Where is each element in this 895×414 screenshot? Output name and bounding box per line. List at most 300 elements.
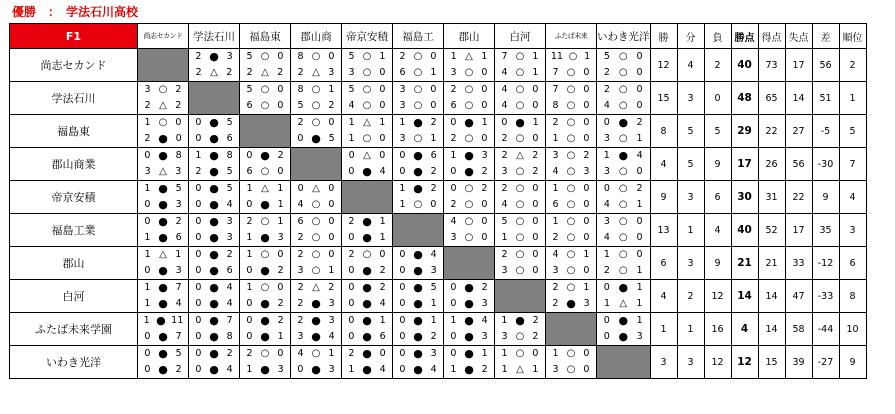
score-for: 1 [143,315,150,326]
score-for: 2 [348,249,355,260]
score-against: 0 [379,100,386,111]
match-cell [444,98,495,115]
team-name: 郡山 [10,247,138,280]
score-against: 4 [379,364,386,375]
match-result [240,148,290,164]
match-cell [291,131,342,148]
match-cell [597,98,651,115]
score-against: 1 [379,117,386,128]
score-against: 1 [328,84,335,95]
stat-value: 56 [812,49,839,82]
score-for: 2 [297,315,304,326]
result-mark: ● [311,363,321,376]
score-against: 0 [379,84,386,95]
score-for: 0 [195,117,202,128]
team-row [10,82,867,99]
score-for: 1 [399,183,406,194]
score-for: 2 [246,348,253,359]
match-result [495,131,545,147]
score-against: 3 [175,265,182,276]
stat-value: 1 [839,82,866,115]
score-against: 1 [532,117,539,128]
score-against: 0 [481,133,488,144]
result-mark: ○ [566,216,576,227]
match-result [546,362,596,378]
score-against: 0 [379,67,386,78]
match-result [240,280,290,296]
match-result [138,296,188,312]
result-mark: ● [260,314,270,327]
match-cell [393,131,444,148]
match-result [495,313,545,329]
result-mark: ● [413,330,423,343]
match-result [291,247,341,263]
stat-header: 勝点 [731,24,758,49]
match-result [342,362,392,378]
opponent-header: 郡山 [444,24,495,49]
score-for: 0 [144,364,151,375]
score-against: 0 [636,51,643,62]
score-for: 4 [552,166,559,177]
score-against: 0 [481,216,488,227]
result-mark: ○ [515,84,525,95]
match-cell [138,131,189,148]
match-result [495,362,545,378]
match-result [393,197,443,213]
score-for: 0 [195,199,202,210]
result-mark: ● [158,330,168,343]
score-against: 4 [636,150,643,161]
score-against: 0 [532,232,539,243]
score-for: 0 [450,183,457,194]
opponent-header: ふたば未来 [546,24,597,49]
score-for: 4 [297,199,304,210]
score-for: 3 [297,331,304,342]
score-against: 2 [226,249,233,260]
score-against: 1 [277,331,284,342]
match-result [393,280,443,296]
result-mark: ● [362,314,372,327]
score-against: 2 [636,117,643,128]
score-for: 6 [399,67,406,78]
match-result [597,148,650,164]
match-cell [240,65,291,82]
match-result [546,164,596,180]
match-cell [495,82,546,99]
result-mark: ● [158,264,168,277]
result-mark: ● [464,165,474,178]
stat-value: 52 [758,214,785,247]
match-result [189,280,239,296]
result-mark: ● [209,198,219,211]
match-cell [546,346,597,363]
result-mark: ○ [362,51,372,62]
self-match-cell [597,346,651,379]
match-result [597,49,650,65]
match-cell [546,247,597,264]
match-cell [546,296,597,313]
score-for: 0 [450,282,457,293]
score-for: 3 [297,265,304,276]
score-for: 4 [603,199,610,210]
score-against: 0 [481,84,488,95]
score-against: 0 [328,51,335,62]
score-for: 1 [246,282,253,293]
match-cell [495,362,546,379]
result-mark: ○ [566,265,576,276]
match-cell [189,362,240,379]
match-result [546,148,596,164]
match-result [495,181,545,197]
match-result [444,131,494,147]
score-for: 2 [399,51,406,62]
match-cell [189,115,240,132]
match-cell [291,115,342,132]
result-mark: ○ [618,67,628,78]
match-cell [189,131,240,148]
match-result [444,230,494,246]
score-against: 2 [226,67,233,78]
score-for: 0 [399,298,406,309]
score-for: 0 [144,150,151,161]
match-result [495,346,545,362]
score-against: 5 [226,183,233,194]
stat-value: 51 [812,82,839,115]
score-against: 0 [532,183,539,194]
score-against: 0 [636,100,643,111]
match-cell [546,98,597,115]
match-cell [342,346,393,363]
score-for: 0 [144,348,151,359]
score-against: 0 [175,117,182,128]
match-cell [597,247,651,264]
score-against: 0 [277,249,284,260]
score-for: 3 [144,84,151,95]
opponent-header: 帝京安積 [342,24,393,49]
score-against: 0 [583,265,590,276]
stat-value: 6 [839,247,866,280]
score-for: 4 [603,232,610,243]
result-mark: ○ [566,364,576,375]
score-against: 0 [583,216,590,227]
result-mark: ○ [260,216,270,227]
stat-value: 17 [785,214,812,247]
score-for: 2 [450,84,457,95]
score-against: 0 [430,100,437,111]
score-against: 11 [171,315,184,326]
match-cell [138,181,189,198]
score-against: 0 [328,117,335,128]
score-for: 3 [348,67,355,78]
match-result [240,214,290,230]
self-match-cell [342,181,393,214]
score-for: 0 [450,166,457,177]
score-against: 2 [175,84,182,95]
score-against: 5 [328,133,335,144]
score-for: 5 [603,51,610,62]
score-against: 2 [532,331,539,342]
stat-value: 48 [731,82,758,115]
result-mark: ● [209,347,219,360]
score-for: 0 [246,199,253,210]
stat-value: 4 [677,49,704,82]
score-for: 1 [450,364,457,375]
match-cell [597,214,651,231]
score-for: 0 [603,183,610,194]
stat-header: 分 [677,24,704,49]
score-against: 7 [175,282,182,293]
match-result [138,82,188,98]
match-cell [291,82,342,99]
score-for: 0 [144,265,151,276]
match-result [342,214,392,230]
result-mark: ○ [362,100,372,111]
result-mark: ● [464,314,474,327]
stat-value: 2 [839,49,866,82]
score-against: 0 [583,348,590,359]
score-against: 2 [430,183,437,194]
score-against: 0 [532,100,539,111]
result-mark: ● [413,116,423,129]
result-mark: ● [413,363,423,376]
result-mark: △ [159,100,167,111]
team-row [10,148,867,165]
match-result [240,362,290,378]
match-result [138,230,188,246]
match-cell [240,362,291,379]
result-mark: ● [260,363,270,376]
result-mark: ● [362,165,372,178]
match-result [189,65,239,81]
result-mark: ○ [413,84,423,95]
result-mark: ○ [515,232,525,243]
score-against: 6 [430,150,437,161]
result-mark: ○ [566,100,576,111]
match-result [546,214,596,230]
match-result [597,329,650,345]
result-mark: ○ [566,199,576,210]
match-cell [546,181,597,198]
stat-value: 16 [704,313,731,346]
score-against: 1 [584,51,591,62]
match-cell [189,49,240,66]
stat-value: 7 [839,148,866,181]
result-mark: △ [465,51,473,62]
result-mark: ● [618,281,629,294]
stat-value: 56 [785,148,812,181]
score-for: 6 [246,166,253,177]
match-result [342,346,392,362]
score-against: 7 [226,315,233,326]
result-mark: ● [209,149,219,162]
score-for: 0 [144,331,151,342]
score-against: 0 [636,166,643,177]
match-cell [393,362,444,379]
match-cell [495,148,546,165]
match-result [342,164,392,180]
score-for: 4 [501,84,508,95]
result-mark: ● [464,363,474,376]
match-cell [189,247,240,264]
score-against: 2 [175,100,182,111]
league-label: F1 [10,24,138,49]
match-result [240,230,290,246]
score-against: 0 [532,249,539,260]
match-result [240,329,290,345]
score-for: 0 [399,315,406,326]
score-for: 2 [603,265,610,276]
score-for: 2 [246,216,253,227]
score-against: 0 [328,183,335,194]
score-for: 0 [399,348,406,359]
stat-value: 17 [731,148,758,181]
score-for: 0 [144,199,151,210]
score-against: 8 [226,331,233,342]
result-mark: △ [210,67,218,78]
score-against: 3 [636,331,643,342]
page-title: 優勝 ： 学法石川高校 [12,5,139,19]
match-cell [291,362,342,379]
match-cell [444,181,495,198]
match-cell [189,164,240,181]
result-mark: ● [618,314,629,327]
score-against: 0 [277,51,284,62]
score-for: 3 [552,265,559,276]
result-mark: ○ [260,166,270,177]
result-mark: ○ [515,100,525,111]
match-cell [189,346,240,363]
team-name: いわき光洋 [10,346,138,379]
stat-value: 22 [758,115,785,148]
score-for: 3 [450,232,457,243]
result-mark: ○ [464,133,474,144]
match-result [291,280,341,296]
score-for: 2 [195,67,202,78]
score-for: 5 [348,51,355,62]
match-result [597,65,650,81]
score-against: 3 [328,67,335,78]
score-against: 2 [175,364,182,375]
match-cell [393,263,444,280]
score-for: 1 [348,364,355,375]
match-cell [393,280,444,297]
score-for: 3 [603,216,610,227]
match-result [138,263,188,279]
score-for: 2 [297,249,304,260]
result-mark: ○ [413,199,423,210]
score-against: 0 [379,133,386,144]
match-cell [240,214,291,231]
score-against: 4 [379,166,386,177]
match-cell [495,247,546,264]
match-cell [342,296,393,313]
match-cell [138,148,189,165]
match-result [240,98,290,114]
score-against: 2 [277,150,284,161]
score-for: 1 [399,117,406,128]
opponent-header: 尚志セカンド [138,24,189,49]
score-against: 5 [226,117,233,128]
score-for: 1 [450,51,457,62]
match-result [291,296,341,312]
stat-value: 4 [650,148,677,181]
score-against: 1 [636,199,643,210]
score-for: 3 [552,150,559,161]
match-cell [597,82,651,99]
team-name: 尚志セカンド [10,49,138,82]
result-mark: ○ [464,183,474,194]
result-mark: ● [260,264,270,277]
result-mark: ○ [260,51,270,62]
result-mark: ● [209,297,219,310]
match-result [291,115,341,131]
stat-value: 30 [731,181,758,214]
result-mark: ● [156,314,166,327]
match-cell [138,247,189,264]
score-for: 0 [144,216,151,227]
score-against: 1 [379,216,386,227]
stat-value: 12 [731,346,758,379]
match-result [444,65,494,81]
stat-value: 4 [839,181,866,214]
stat-value: -5 [812,115,839,148]
result-mark: ● [413,165,423,178]
score-against: 0 [481,100,488,111]
match-cell [240,197,291,214]
score-against: 0 [481,232,488,243]
stat-value: 12 [650,49,677,82]
stat-value: 6 [704,181,731,214]
match-result [240,164,290,180]
stat-value: 8 [839,280,866,313]
stat-value: 26 [758,148,785,181]
match-cell [393,181,444,198]
team-name: ふたば未来学園 [10,313,138,346]
team-name: 学法石川 [10,82,138,115]
score-for: 1 [144,298,151,309]
score-for: 3 [144,166,151,177]
match-result [444,362,494,378]
match-cell [189,197,240,214]
score-against: 0 [481,67,488,78]
stat-value: 3 [677,82,704,115]
score-against: 0 [636,249,643,260]
match-result [495,148,545,164]
score-against: 0 [532,265,539,276]
match-cell [597,131,651,148]
result-mark: ○ [618,216,628,227]
match-cell [291,65,342,82]
score-for: 1 [348,133,355,144]
match-result [546,296,596,312]
match-result [240,65,290,81]
score-against: 0 [379,150,386,161]
match-cell [495,214,546,231]
match-cell [444,296,495,313]
match-result [444,346,494,362]
stat-value: 40 [731,214,758,247]
result-mark: ○ [515,331,525,342]
score-for: 4 [450,216,457,227]
match-result [138,197,188,213]
result-mark: ○ [566,133,576,144]
match-result [189,362,239,378]
score-for: 0 [603,117,610,128]
match-cell [546,148,597,165]
match-result [444,280,494,296]
score-for: 8 [297,84,304,95]
match-result [240,197,290,213]
